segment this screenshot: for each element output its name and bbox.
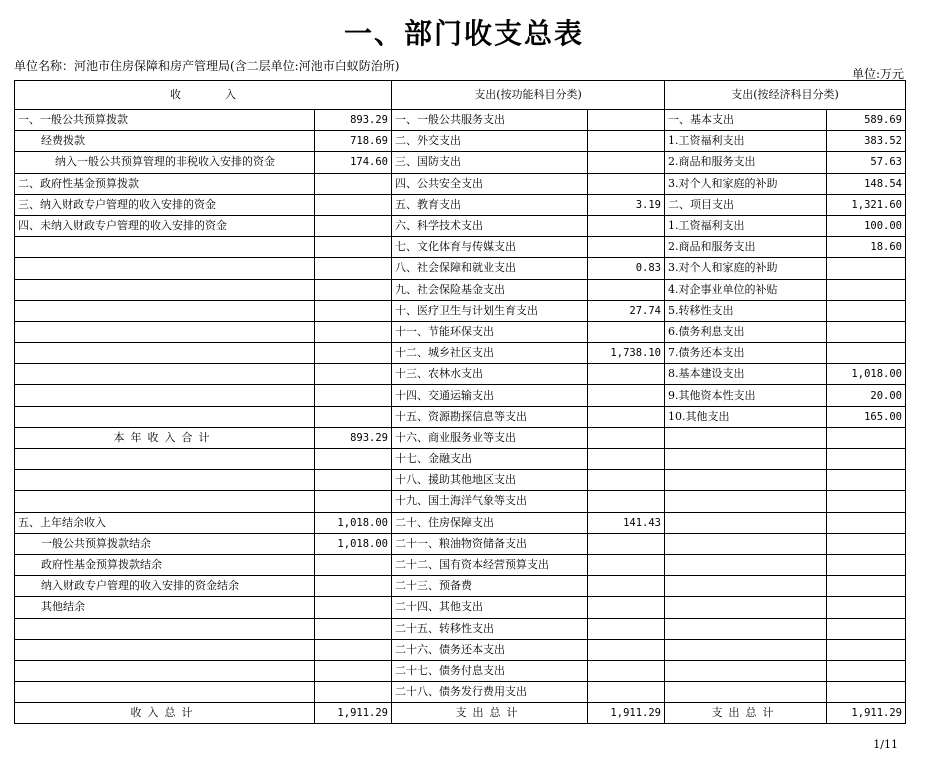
economic-item: 5.转移性支出 (665, 300, 827, 321)
functional-amount (588, 449, 665, 470)
functional-amount: 141.43 (588, 512, 665, 533)
functional-item: 十八、援助其他地区支出 (392, 470, 588, 491)
economic-amount (827, 470, 906, 491)
economic-item (665, 660, 827, 681)
functional-amount (588, 406, 665, 427)
income-amount (315, 321, 392, 342)
income-item: 政府性基金预算拨款结余 (15, 554, 315, 575)
table-row (15, 576, 906, 597)
functional-amount (588, 131, 665, 152)
economic-item: 1.工资福利支出 (665, 131, 827, 152)
income-item (15, 343, 315, 364)
economic-item (665, 427, 827, 448)
economic-amount: 18.60 (827, 237, 906, 258)
income-item (15, 449, 315, 470)
income-amount: 174.60 (315, 152, 392, 173)
income-amount: 893.29 (315, 110, 392, 131)
table-row (15, 237, 906, 258)
income-amount: 893.29 (315, 427, 392, 448)
functional-amount (588, 618, 665, 639)
income-amount (315, 385, 392, 406)
functional-item: 二、外交支出 (392, 131, 588, 152)
table-row (15, 110, 906, 131)
income-amount (315, 491, 392, 512)
functional-item: 二十一、粮油物资储备支出 (392, 533, 588, 554)
table-row (15, 258, 906, 279)
functional-item: 支出总计 (392, 703, 588, 724)
economic-amount: 1,911.29 (827, 703, 906, 724)
income-item: 本年收入合计 (15, 427, 315, 448)
table-row (15, 618, 906, 639)
income-item (15, 639, 315, 660)
functional-amount (588, 682, 665, 703)
functional-amount (588, 533, 665, 554)
income-amount (315, 237, 392, 258)
functional-amount (588, 364, 665, 385)
income-amount (315, 279, 392, 300)
economic-amount (827, 660, 906, 681)
income-amount (315, 576, 392, 597)
table-row (15, 449, 906, 470)
economic-item: 支出总计 (665, 703, 827, 724)
income-item (15, 237, 315, 258)
economic-amount (827, 576, 906, 597)
functional-amount: 3.19 (588, 194, 665, 215)
functional-amount: 1,738.10 (588, 343, 665, 364)
economic-item: 一、基本支出 (665, 110, 827, 131)
functional-item: 一、一般公共服务支出 (392, 110, 588, 131)
income-amount: 1,018.00 (315, 533, 392, 554)
table-row (15, 554, 906, 575)
economic-item: 4.对企事业单位的补贴 (665, 279, 827, 300)
economic-item (665, 491, 827, 512)
table-row (15, 343, 906, 364)
economic-amount (827, 279, 906, 300)
economic-item (665, 554, 827, 575)
income-item (15, 406, 315, 427)
economic-item (665, 618, 827, 639)
table-row (15, 470, 906, 491)
functional-item: 十五、资源勘探信息等支出 (392, 406, 588, 427)
income-amount: 718.69 (315, 131, 392, 152)
functional-amount (588, 470, 665, 491)
table-row (15, 300, 906, 321)
functional-item: 二十四、其他支出 (392, 597, 588, 618)
economic-amount (827, 682, 906, 703)
income-amount (315, 258, 392, 279)
page-number: 1/11 (873, 738, 898, 751)
functional-item: 六、科学技术支出 (392, 215, 588, 236)
income-item (15, 470, 315, 491)
table-row (15, 639, 906, 660)
economic-amount: 165.00 (827, 406, 906, 427)
income-item (15, 364, 315, 385)
page-title: 一、部门收支总表 (343, 17, 584, 50)
table-row (15, 364, 906, 385)
functional-amount: 0.83 (588, 258, 665, 279)
economic-amount (827, 639, 906, 660)
functional-amount (588, 321, 665, 342)
economic-item (665, 576, 827, 597)
functional-item: 十九、国土海洋气象等支出 (392, 491, 588, 512)
income-amount (315, 300, 392, 321)
income-amount (315, 554, 392, 575)
functional-item: 十六、商业服务业等支出 (392, 427, 588, 448)
economic-amount (827, 343, 906, 364)
table-header-row (15, 81, 906, 110)
income-item (15, 279, 315, 300)
income-amount (315, 406, 392, 427)
functional-item: 十、医疗卫生与计划生育支出 (392, 300, 588, 321)
functional-item: 四、公共安全支出 (392, 173, 588, 194)
economic-item: 2.商品和服务支出 (665, 237, 827, 258)
functional-item: 十四、交通运输支出 (392, 385, 588, 406)
economic-amount: 57.63 (827, 152, 906, 173)
income-amount (315, 194, 392, 215)
functional-amount (588, 279, 665, 300)
functional-amount (588, 237, 665, 258)
income-item (15, 321, 315, 342)
economic-item: 1.工资福利支出 (665, 215, 827, 236)
income-amount: 1,018.00 (315, 512, 392, 533)
income-item (15, 300, 315, 321)
income-item: 一般公共预算拨款结余 (15, 533, 315, 554)
income-amount (315, 639, 392, 660)
table-row (15, 703, 906, 724)
functional-amount (588, 173, 665, 194)
economic-amount (827, 597, 906, 618)
economic-amount (827, 533, 906, 554)
income-amount (315, 682, 392, 703)
functional-item: 七、文化体育与传媒支出 (392, 237, 588, 258)
functional-amount (588, 427, 665, 448)
economic-item: 7.债务还本支出 (665, 343, 827, 364)
income-item (15, 618, 315, 639)
budget-summary-table (14, 80, 906, 724)
functional-item: 十七、金融支出 (392, 449, 588, 470)
economic-item: 10.其他支出 (665, 406, 827, 427)
table-row (15, 152, 906, 173)
table-row (15, 194, 906, 215)
functional-item: 二十二、国有资本经营预算支出 (392, 554, 588, 575)
table-row (15, 131, 906, 152)
economic-item (665, 470, 827, 491)
functional-amount: 27.74 (588, 300, 665, 321)
table-row (15, 491, 906, 512)
economic-amount: 589.69 (827, 110, 906, 131)
economic-amount (827, 258, 906, 279)
economic-item: 二、项目支出 (665, 194, 827, 215)
economic-amount: 1,018.00 (827, 364, 906, 385)
income-amount (315, 343, 392, 364)
currency-unit: 单位:万元 (851, 67, 904, 81)
income-item (15, 385, 315, 406)
table-row (15, 173, 906, 194)
economic-item: 2.商品和服务支出 (665, 152, 827, 173)
income-item: 收入总计 (15, 703, 315, 724)
income-amount (315, 173, 392, 194)
functional-item: 九、社会保险基金支出 (392, 279, 588, 300)
income-item: 三、纳入财政专户管理的收入安排的资金 (15, 194, 315, 215)
unit-name-line: 单位名称：河池市住房保障和房产管理局(含二层单位:河池市白蚁防治所) (14, 59, 400, 73)
functional-item: 十一、节能环保支出 (392, 321, 588, 342)
income-amount (315, 449, 392, 470)
income-item: 五、上年结余收入 (15, 512, 315, 533)
functional-item: 十三、农林水支出 (392, 364, 588, 385)
functional-item: 二十五、转移性支出 (392, 618, 588, 639)
economic-amount: 148.54 (827, 173, 906, 194)
functional-amount (588, 491, 665, 512)
functional-amount (588, 660, 665, 681)
economic-amount (827, 512, 906, 533)
functional-item: 二十三、预备费 (392, 576, 588, 597)
functional-amount (588, 597, 665, 618)
functional-item: 二十七、债务付息支出 (392, 660, 588, 681)
economic-item: 8.基本建设支出 (665, 364, 827, 385)
functional-amount (588, 110, 665, 131)
table-row (15, 533, 906, 554)
income-item: 四、未纳入财政专户管理的收入安排的资金 (15, 215, 315, 236)
functional-amount (588, 554, 665, 575)
economic-amount: 1,321.60 (827, 194, 906, 215)
income-amount: 1,911.29 (315, 703, 392, 724)
income-item: 二、政府性基金预算拨款 (15, 173, 315, 194)
income-item: 纳入财政专户管理的收入安排的资金结余 (15, 576, 315, 597)
table-row (15, 597, 906, 618)
functional-expenditure-header: 支出(按功能科目分类) (392, 81, 665, 110)
functional-item: 二十八、债务发行费用支出 (392, 682, 588, 703)
functional-amount (588, 152, 665, 173)
economic-amount (827, 618, 906, 639)
income-item (15, 258, 315, 279)
table-row (15, 321, 906, 342)
economic-amount: 20.00 (827, 385, 906, 406)
income-amount (315, 597, 392, 618)
table-row (15, 682, 906, 703)
economic-item: 3.对个人和家庭的补助 (665, 258, 827, 279)
table-row (15, 512, 906, 533)
income-item (15, 660, 315, 681)
economic-amount (827, 491, 906, 512)
economic-item (665, 533, 827, 554)
income-amount (315, 618, 392, 639)
table-row (15, 660, 906, 681)
economic-amount (827, 449, 906, 470)
functional-amount (588, 215, 665, 236)
table-row (15, 385, 906, 406)
income-item: 其他结余 (15, 597, 315, 618)
economic-amount (827, 300, 906, 321)
functional-amount (588, 639, 665, 660)
income-item (15, 491, 315, 512)
economic-item (665, 639, 827, 660)
economic-amount: 383.52 (827, 131, 906, 152)
functional-amount (588, 385, 665, 406)
income-amount (315, 470, 392, 491)
economic-amount (827, 554, 906, 575)
economic-item: 6.债务利息支出 (665, 321, 827, 342)
table-row (15, 427, 906, 448)
income-amount (315, 215, 392, 236)
economic-expenditure-header: 支出(按经济科目分类) (665, 81, 906, 110)
income-item: 经费拨款 (15, 131, 315, 152)
income-header: 收 入 (15, 81, 392, 110)
table-row (15, 215, 906, 236)
table-row (15, 279, 906, 300)
functional-amount (588, 576, 665, 597)
table-row (15, 406, 906, 427)
economic-item (665, 449, 827, 470)
economic-item: 9.其他资本性支出 (665, 385, 827, 406)
economic-amount: 100.00 (827, 215, 906, 236)
income-item: 纳入一般公共预算管理的非税收入安排的资金 (15, 152, 315, 173)
functional-item: 二十六、债务还本支出 (392, 639, 588, 660)
functional-item: 三、国防支出 (392, 152, 588, 173)
economic-item (665, 512, 827, 533)
functional-item: 五、教育支出 (392, 194, 588, 215)
functional-amount: 1,911.29 (588, 703, 665, 724)
functional-item: 二十、住房保障支出 (392, 512, 588, 533)
functional-item: 十二、城乡社区支出 (392, 343, 588, 364)
income-amount (315, 364, 392, 385)
income-amount (315, 660, 392, 681)
economic-amount (827, 321, 906, 342)
economic-item: 3.对个人和家庭的补助 (665, 173, 827, 194)
functional-item: 八、社会保障和就业支出 (392, 258, 588, 279)
economic-item (665, 597, 827, 618)
economic-amount (827, 427, 906, 448)
income-item (15, 682, 315, 703)
income-item: 一、一般公共预算拨款 (15, 110, 315, 131)
economic-item (665, 682, 827, 703)
